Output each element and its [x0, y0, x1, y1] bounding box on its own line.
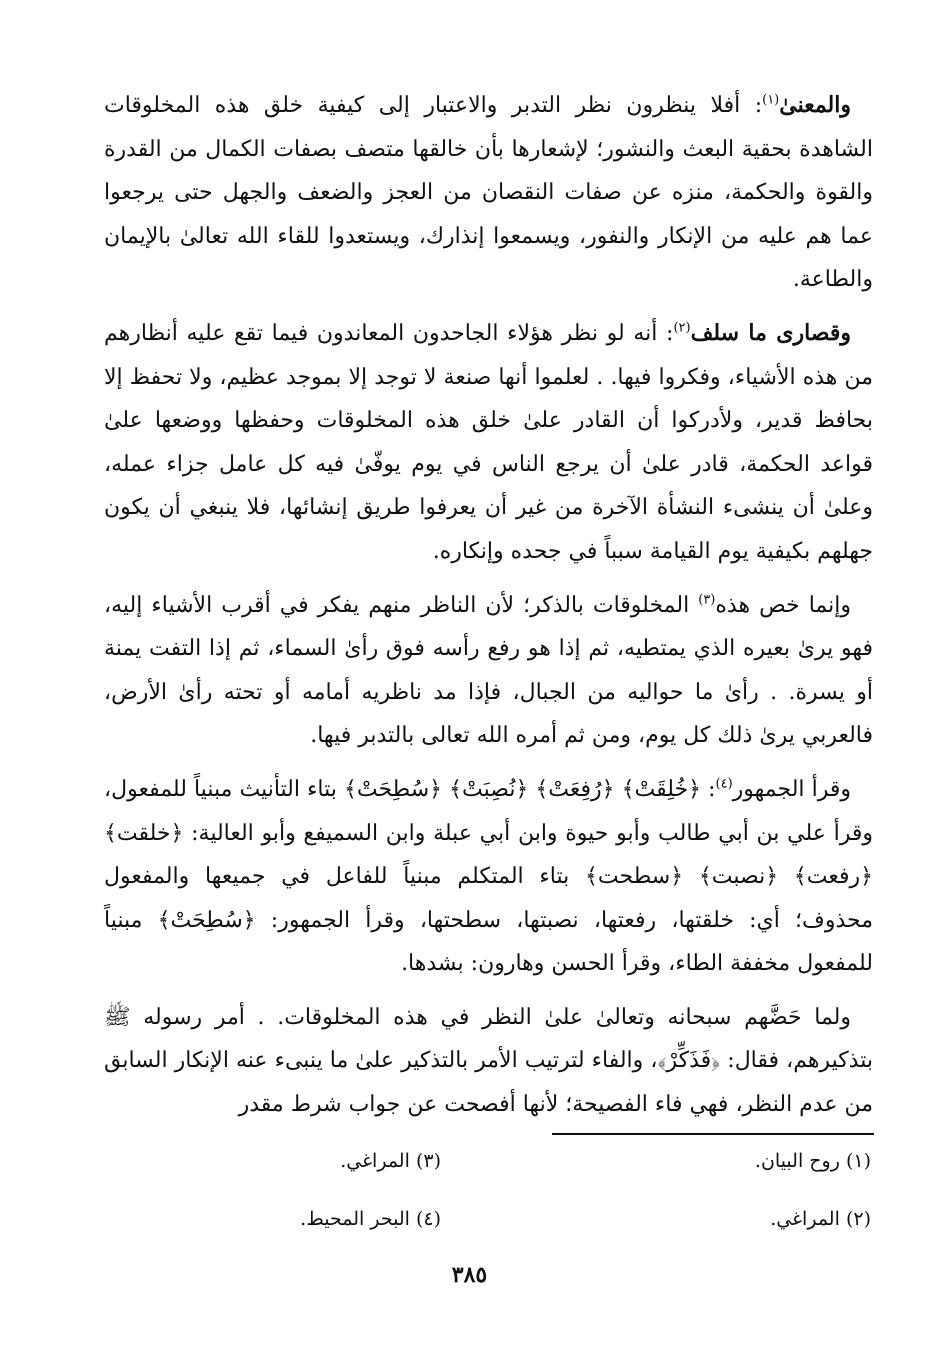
footnote-divider — [552, 1133, 874, 1135]
paragraph-lead: وقصارى ما سلف — [690, 319, 852, 346]
paragraph-text: : ﴿خُلِقَتْ﴾ ﴿رُفِعَتْ﴾ ﴿نُصِبَتْ﴾ ﴿سُطِحَتْ﴾ بتاء التأنيث مبنياً للمفعول، وقرأ علي بن أبي طالب وأبو حيوة وابن أبي عبلة وابن السميفع وأبو العالية: ﴿خلقت﴾ ﴿رفعت﴾ ﴿نصبت﴾ ﴿سطحت﴾ بتاء المتكلم مبنياً للفاعل في جميعها والمفعول محذوف؛ أي: خلقتها، رفعتها، نصبتها، سطحتها، وقرأ الجمهور: ﴿سُطِحَتْ﴾ مبنياً للمفعول مخففة الطاء، وقرأ الحسن وهارون: بشدها. — [104, 776, 873, 977]
paragraph-pre: وإنما خص هذه — [715, 592, 851, 618]
main-text — [104, 84, 873, 1137]
footnote-text: المراغي. — [770, 1208, 840, 1230]
footnote-number: (٤) — [415, 1208, 441, 1230]
footnote-text: البحر المحيط. — [300, 1208, 410, 1230]
paragraph-lead: والمعنىٰ — [779, 92, 851, 118]
paragraph-text: ولما حَضَّهم سبحانه وتعالىٰ علىٰ النظر في هذه المخلوقات. . أمر رسوله ﷺ بتذكيرهم، فقال: ﴿فَذَكِّرْ﴾، والفاء لترتيب الأمر بالتذكير علىٰ ما ينبىء عنه الإنكار السابق من عدم النظر، فهي فاء الفصيحة؛ لأنها أفصحت عن جواب شرط مقدر — [104, 1004, 873, 1118]
footnote-number: (١) — [845, 1150, 871, 1172]
footnote-number: (٢) — [845, 1208, 871, 1230]
paragraph-5 — [104, 996, 873, 1127]
footnote-ref: (٢) — [673, 320, 691, 336]
footnote-3 — [340, 1150, 441, 1172]
footnote-text: روح البيان. — [754, 1150, 840, 1172]
footnote-ref: (١) — [762, 92, 780, 108]
page-number: ٣٨٥ — [451, 1262, 488, 1288]
footnote-1 — [755, 1150, 871, 1172]
paragraph-text: المخلوقات بالذكر؛ لأن الناظر منهم يفكر في أقرب الأشياء إليه، فهو يرىٰ بعيره الذي يمتطيه، ثم إذا هو رفع رأسه فوق رأىٰ السماء، ثم إذا التفت يمنة أو يسرة. . رأىٰ ما حواليه من الجبال، فإذا مد ناظريه أمامه أو تحته رأىٰ الأرض، فالعربي يرىٰ ذلك كل يوم، ومن ثم أمره الله تعالى بالتدبر فيها. — [104, 592, 873, 749]
paragraph-1 — [104, 84, 873, 302]
footnote-text: المراغي. — [340, 1150, 410, 1172]
footnote-2 — [770, 1208, 871, 1230]
footnote-ref: (٤) — [715, 776, 733, 792]
footnote-ref: (٣) — [698, 592, 716, 608]
footnote-4 — [300, 1208, 441, 1230]
paragraph-4 — [104, 768, 873, 986]
paragraph-pre: وقرأ الجمهور — [732, 776, 852, 802]
paragraph-3 — [104, 584, 873, 758]
footnote-number: (٣) — [415, 1150, 441, 1172]
paragraph-2 — [104, 312, 873, 574]
paragraph-text: : أفلا ينظرون نظر التدبر والاعتبار إلى كيفية خلق هذه المخلوقات الشاهدة بحقية البعث والنشور؛ لإشعارها بأن خالقها متصف بصفات الكمال من القدرة والقوة والحكمة، منزه عن صفات النقصان من العجز والضعف والجهل حتى يرجعوا عما هم عليه من الإنكار والنفور، ويسمعوا إنذارك، ويستعدوا للقاء الله تعالىٰ بالإيمان والطاعة. — [104, 93, 873, 293]
paragraph-text: : أنه لو نظر هؤلاء الجاحدون المعاندون فيما تقع عليه أنظارهم من هذه الأشياء، وفكروا فيها. . لعلموا أنها صنعة لا توجد إلا بموجد عظيم، ولا تحفظ إلا بحافظ قدير، ولأدركوا أن القادر علىٰ خلق هذه المخلوقات وحفظها ووضعها علىٰ قواعد الحكمة، قادر علىٰ أن يرجع الناس في يوم يوفّىٰ فيه كل عامل جزاء عمله، وعلىٰ أن ينشىء النشأة الآخرة من غير أن يعرفوا طريق إنشائها، فلا ينبغي أن يكون جهلهم بكيفية يوم القيامة سبباً في جحده وإنكاره. — [104, 320, 873, 564]
